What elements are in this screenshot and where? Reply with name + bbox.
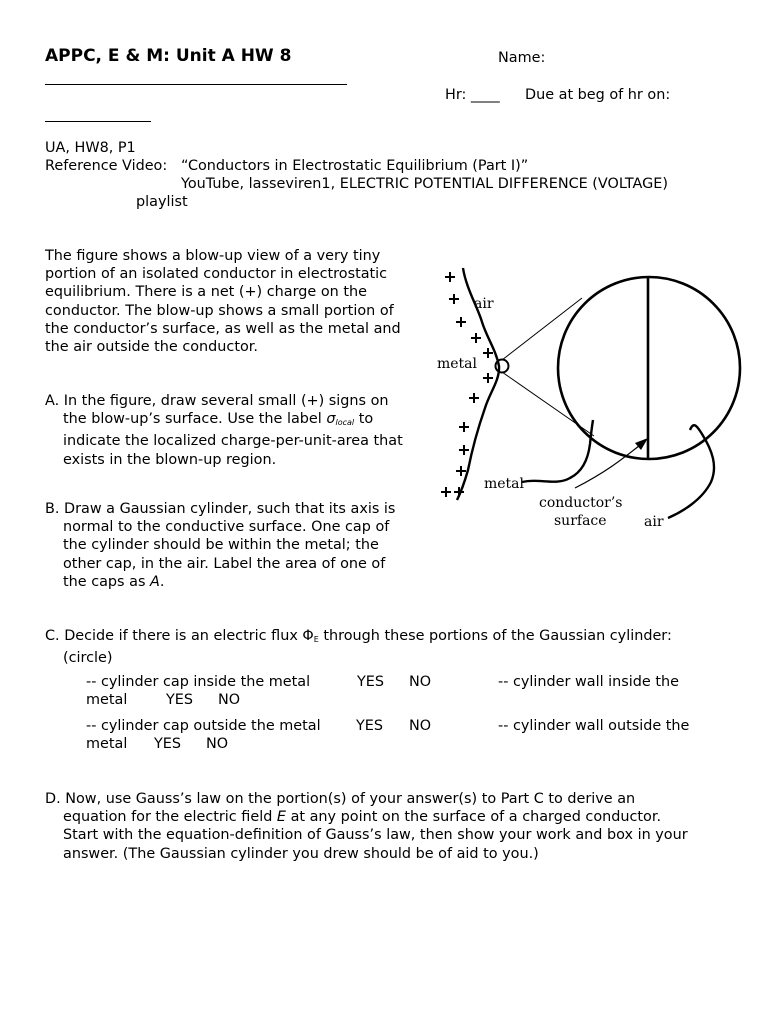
- wall-outside-metal-continuation: metal: [86, 736, 128, 752]
- part-a-text: to: [354, 411, 374, 428]
- part-d-line: D. Now, use Gauss’s law on the portion(s) of your answer(s) to Part C to derive an: [45, 791, 636, 807]
- part-c-line: (circle): [63, 650, 113, 667]
- metal-label-bottom: metal: [484, 476, 525, 492]
- part-a-line: exists in the blown-up region.: [63, 451, 277, 468]
- intro-line: The figure shows a blow-up view of a very tiny: [45, 248, 381, 264]
- part-b-text: .: [159, 573, 165, 590]
- page-title: APPC, E & M: Unit A HW 8: [45, 46, 292, 66]
- part-c-question: [45, 627, 735, 667]
- intro-line: equilibrium. There is a net (+) charge on the: [45, 284, 367, 301]
- sigma-symbol: σ: [326, 411, 336, 428]
- part-d-question: [45, 790, 745, 863]
- plus-sign-icon: [456, 466, 466, 476]
- plus-sign-icon: [483, 373, 493, 383]
- part-a-question: [45, 392, 435, 469]
- reference-video-suffix: playlist: [136, 194, 188, 210]
- conductor-blowup-figure: [430, 260, 760, 540]
- part-b-question: [45, 500, 435, 591]
- part-a-text: the blow-up’s surface. Use the label: [63, 411, 327, 428]
- plus-sign-icon: [456, 317, 466, 327]
- part-c-text: C. Decide if there is an electric flux: [45, 628, 303, 644]
- cap-inside-metal-item: -- cylinder cap inside the metal: [86, 674, 311, 690]
- blowup-source-circle: [496, 360, 509, 373]
- part-a-line: [45, 410, 435, 432]
- reference-video-label: Reference Video:: [45, 158, 168, 174]
- plus-sign-icon: [445, 272, 455, 282]
- area-variable: A: [150, 573, 160, 590]
- part-b-line: [45, 573, 435, 591]
- plus-sign-icon: [469, 393, 479, 403]
- problem-id: UA, HW8, P1: [45, 140, 136, 156]
- part-b-line: normal to the conductive surface. One cap of: [63, 519, 390, 536]
- plus-sign-icon: [459, 422, 469, 432]
- cap-inside-yes-option[interactable]: YES: [357, 674, 385, 690]
- air-label-bottom: air: [644, 514, 664, 530]
- part-a-line: indicate the localized charge-per-unit-area that: [63, 433, 403, 450]
- reference-video-source: YouTube, lasseviren1, ELECTRIC POTENTIAL DIFFERENCE (VOLTAGE): [181, 176, 668, 192]
- air-label-top: air: [474, 296, 494, 312]
- field-variable: E: [276, 809, 286, 826]
- part-b-text: the caps as: [63, 573, 151, 590]
- wall-inside-metal-item: -- cylinder wall inside the: [498, 674, 679, 690]
- part-d-text: at any point on the surface of a charged conductor.: [286, 809, 662, 826]
- cap-inside-no-option[interactable]: NO: [409, 674, 432, 690]
- part-b-line: the cylinder should be within the metal; the: [63, 537, 379, 554]
- plus-sign-icon: [471, 333, 481, 343]
- wall-inside-no-option[interactable]: NO: [218, 692, 241, 708]
- flux-symbol: Φ: [302, 628, 314, 644]
- part-b-line: B. Draw a Gaussian cylinder, such that its axis is: [45, 501, 396, 517]
- part-a-line: A. In the figure, draw several small (+) signs on: [45, 393, 389, 409]
- part-d-text: equation for the electric field: [63, 809, 277, 826]
- wall-inside-metal-continuation: metal: [86, 692, 128, 708]
- intro-line: the conductor’s surface, as well as the metal and: [45, 320, 401, 337]
- hour-label: Hr: ____: [445, 87, 500, 103]
- due-label: Due at beg of hr on:: [525, 87, 671, 103]
- part-d-line: Start with the equation-definition of Gauss’s law, then show your work and box in your: [63, 827, 688, 844]
- due-date-blank-line[interactable]: [45, 121, 151, 122]
- local-subscript: local: [335, 418, 355, 428]
- plus-sign-icon: [483, 348, 493, 358]
- conductors-surface-label-line2: surface: [554, 513, 607, 529]
- cap-outside-metal-item: -- cylinder cap outside the metal: [86, 718, 321, 734]
- part-c-line: [45, 627, 735, 649]
- plus-sign-icon: [441, 487, 451, 497]
- wall-outside-metal-item: -- cylinder wall outside the: [498, 718, 690, 734]
- part-c-text: through these portions of the Gaussian cylinder:: [318, 628, 672, 644]
- plus-sign-icon: [459, 445, 469, 455]
- part-d-line: [45, 808, 745, 826]
- part-b-line: other cap, in the air. Label the area of one of: [63, 555, 386, 572]
- projection-line-top: [502, 298, 582, 360]
- flux-subscript: E: [313, 635, 319, 644]
- reference-video-title: “Conductors in Electrostatic Equilibrium (Part I)”: [181, 158, 529, 174]
- name-label: Name:: [498, 50, 546, 66]
- conductors-surface-label-line1: conductor’s: [539, 495, 623, 511]
- plus-sign-icon: [449, 294, 459, 304]
- wall-inside-yes-option[interactable]: YES: [166, 692, 194, 708]
- intro-paragraph: [45, 247, 435, 356]
- metal-label-left: metal: [437, 356, 478, 372]
- intro-line: the air outside the conductor.: [45, 339, 258, 356]
- name-blank-line[interactable]: [45, 84, 347, 85]
- intro-line: conductor. The blow-up shows a small portion of: [45, 302, 394, 319]
- wall-outside-yes-option[interactable]: YES: [154, 736, 182, 752]
- cap-outside-yes-option[interactable]: YES: [356, 718, 384, 734]
- wall-outside-no-option[interactable]: NO: [206, 736, 229, 752]
- intro-line: portion of an isolated conductor in electrostatic: [45, 266, 388, 283]
- part-d-line: answer. (The Gaussian cylinder you drew should be of aid to you.): [63, 845, 539, 862]
- cap-outside-no-option[interactable]: NO: [409, 718, 432, 734]
